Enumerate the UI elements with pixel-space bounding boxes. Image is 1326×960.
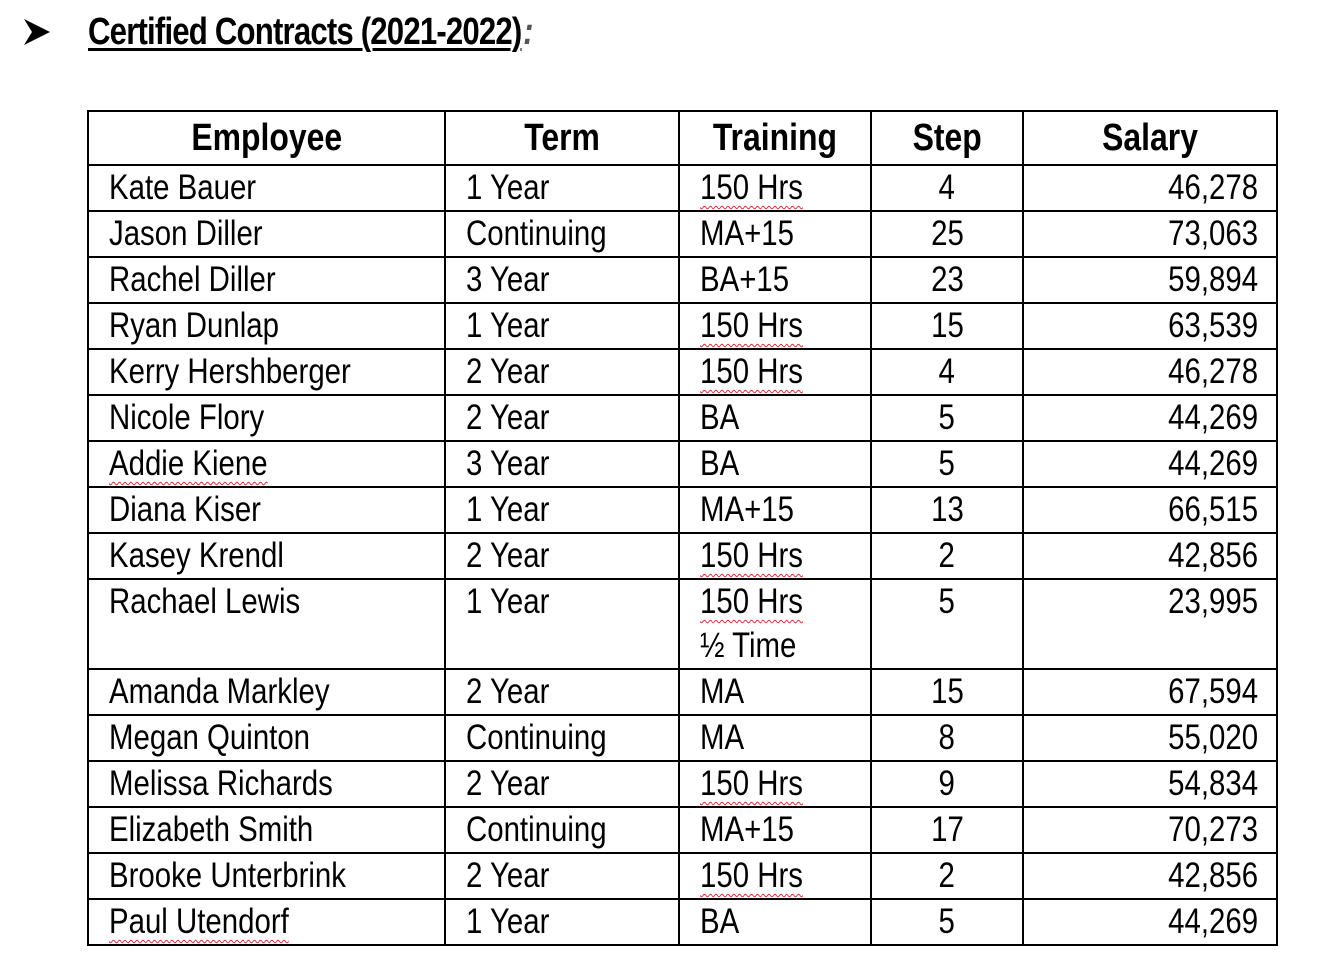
cell-salary: 46,278 <box>1023 165 1277 211</box>
page-title-colon: : <box>523 10 533 53</box>
cell-employee: Rachael Lewis <box>88 579 445 669</box>
cell-training: MA+15 <box>679 211 871 257</box>
cell-salary: 54,834 <box>1023 761 1277 807</box>
cell-term: 2 Year <box>445 395 679 441</box>
cell-salary: 44,269 <box>1023 395 1277 441</box>
table-row <box>88 579 1277 669</box>
cell-employee: Kate Bauer <box>88 165 445 211</box>
table-body <box>88 165 1277 945</box>
table-row <box>88 669 1277 715</box>
cell-training: MA <box>679 715 871 761</box>
table-row <box>88 853 1277 899</box>
cell-step: 2 <box>871 533 1023 579</box>
page-title-text: Certified Contracts (2021-2022) <box>88 10 522 53</box>
page-heading <box>22 8 630 56</box>
cell-employee: Kerry Hershberger <box>88 349 445 395</box>
column-header-salary: Salary <box>1023 111 1277 165</box>
column-header-employee: Employee <box>88 111 445 165</box>
table-row <box>88 533 1277 579</box>
cell-salary: 23,995 <box>1023 579 1277 669</box>
cell-salary: 67,594 <box>1023 669 1277 715</box>
table-header-row <box>88 111 1277 165</box>
cell-employee: Ryan Dunlap <box>88 303 445 349</box>
cell-employee: Diana Kiser <box>88 487 445 533</box>
table-row <box>88 165 1277 211</box>
cell-employee: Rachel Diller <box>88 257 445 303</box>
cell-training: 150 Hrs <box>679 349 871 395</box>
cell-step: 9 <box>871 761 1023 807</box>
table-row <box>88 487 1277 533</box>
cell-salary: 70,273 <box>1023 807 1277 853</box>
cell-term: 2 Year <box>445 761 679 807</box>
cell-step: 5 <box>871 579 1023 669</box>
cell-step: 15 <box>871 303 1023 349</box>
cell-term: 1 Year <box>445 487 679 533</box>
cell-step: 23 <box>871 257 1023 303</box>
table-row <box>88 761 1277 807</box>
cell-step: 4 <box>871 349 1023 395</box>
cell-training-line2: ½ Time <box>700 626 797 665</box>
cell-step: 13 <box>871 487 1023 533</box>
cell-term: Continuing <box>445 807 679 853</box>
cell-employee: Brooke Unterbrink <box>88 853 445 899</box>
cell-salary: 55,020 <box>1023 715 1277 761</box>
cell-term: 2 Year <box>445 853 679 899</box>
cell-employee: Elizabeth Smith <box>88 807 445 853</box>
cell-training: 150 Hrs ½ Time <box>679 579 871 669</box>
cell-term: 2 Year <box>445 533 679 579</box>
cell-training: MA+15 <box>679 487 871 533</box>
cell-salary: 44,269 <box>1023 899 1277 945</box>
column-header-term: Term <box>445 111 679 165</box>
cell-salary: 66,515 <box>1023 487 1277 533</box>
table-row <box>88 211 1277 257</box>
cell-term: 3 Year <box>445 257 679 303</box>
cell-step: 17 <box>871 807 1023 853</box>
table-row <box>88 303 1277 349</box>
cell-training: BA+15 <box>679 257 871 303</box>
cell-training: 150 Hrs <box>679 303 871 349</box>
arrowhead-bullet-icon <box>22 17 52 47</box>
cell-term: 1 Year <box>445 579 679 669</box>
cell-term: Continuing <box>445 211 679 257</box>
cell-step: 8 <box>871 715 1023 761</box>
certified-contracts-table <box>87 110 1278 946</box>
cell-term: 2 Year <box>445 669 679 715</box>
cell-training: BA <box>679 395 871 441</box>
cell-training: BA <box>679 441 871 487</box>
cell-training: 150 Hrs <box>679 853 871 899</box>
cell-employee: Megan Quinton <box>88 715 445 761</box>
table-row <box>88 441 1277 487</box>
cell-salary: 44,269 <box>1023 441 1277 487</box>
table-row <box>88 349 1277 395</box>
cell-term: 1 Year <box>445 165 679 211</box>
cell-employee: Paul Utendorf <box>88 899 445 945</box>
cell-salary: 73,063 <box>1023 211 1277 257</box>
cell-employee: Nicole Flory <box>88 395 445 441</box>
cell-training: 150 Hrs <box>679 533 871 579</box>
cell-step: 5 <box>871 899 1023 945</box>
cell-training: 150 Hrs <box>679 165 871 211</box>
cell-step: 15 <box>871 669 1023 715</box>
cell-term: 3 Year <box>445 441 679 487</box>
cell-step: 4 <box>871 165 1023 211</box>
cell-step: 5 <box>871 395 1023 441</box>
cell-salary: 42,856 <box>1023 853 1277 899</box>
cell-training: MA+15 <box>679 807 871 853</box>
cell-employee: Addie Kiene <box>88 441 445 487</box>
cell-employee: Jason Diller <box>88 211 445 257</box>
table-row <box>88 807 1277 853</box>
column-header-step: Step <box>871 111 1023 165</box>
table-row <box>88 257 1277 303</box>
cell-salary: 63,539 <box>1023 303 1277 349</box>
column-header-training: Training <box>679 111 871 165</box>
cell-term: 1 Year <box>445 899 679 945</box>
cell-term: 1 Year <box>445 303 679 349</box>
cell-training: BA <box>679 899 871 945</box>
cell-employee: Melissa Richards <box>88 761 445 807</box>
table-row <box>88 899 1277 945</box>
table-row <box>88 395 1277 441</box>
cell-step: 2 <box>871 853 1023 899</box>
cell-term: Continuing <box>445 715 679 761</box>
cell-term: 2 Year <box>445 349 679 395</box>
table-row <box>88 715 1277 761</box>
page-title <box>88 11 533 54</box>
cell-salary: 42,856 <box>1023 533 1277 579</box>
cell-training: 150 Hrs <box>679 761 871 807</box>
cell-employee: Kasey Krendl <box>88 533 445 579</box>
cell-salary: 59,894 <box>1023 257 1277 303</box>
cell-employee: Amanda Markley <box>88 669 445 715</box>
cell-step: 25 <box>871 211 1023 257</box>
cell-training: MA <box>679 669 871 715</box>
cell-step: 5 <box>871 441 1023 487</box>
cell-salary: 46,278 <box>1023 349 1277 395</box>
